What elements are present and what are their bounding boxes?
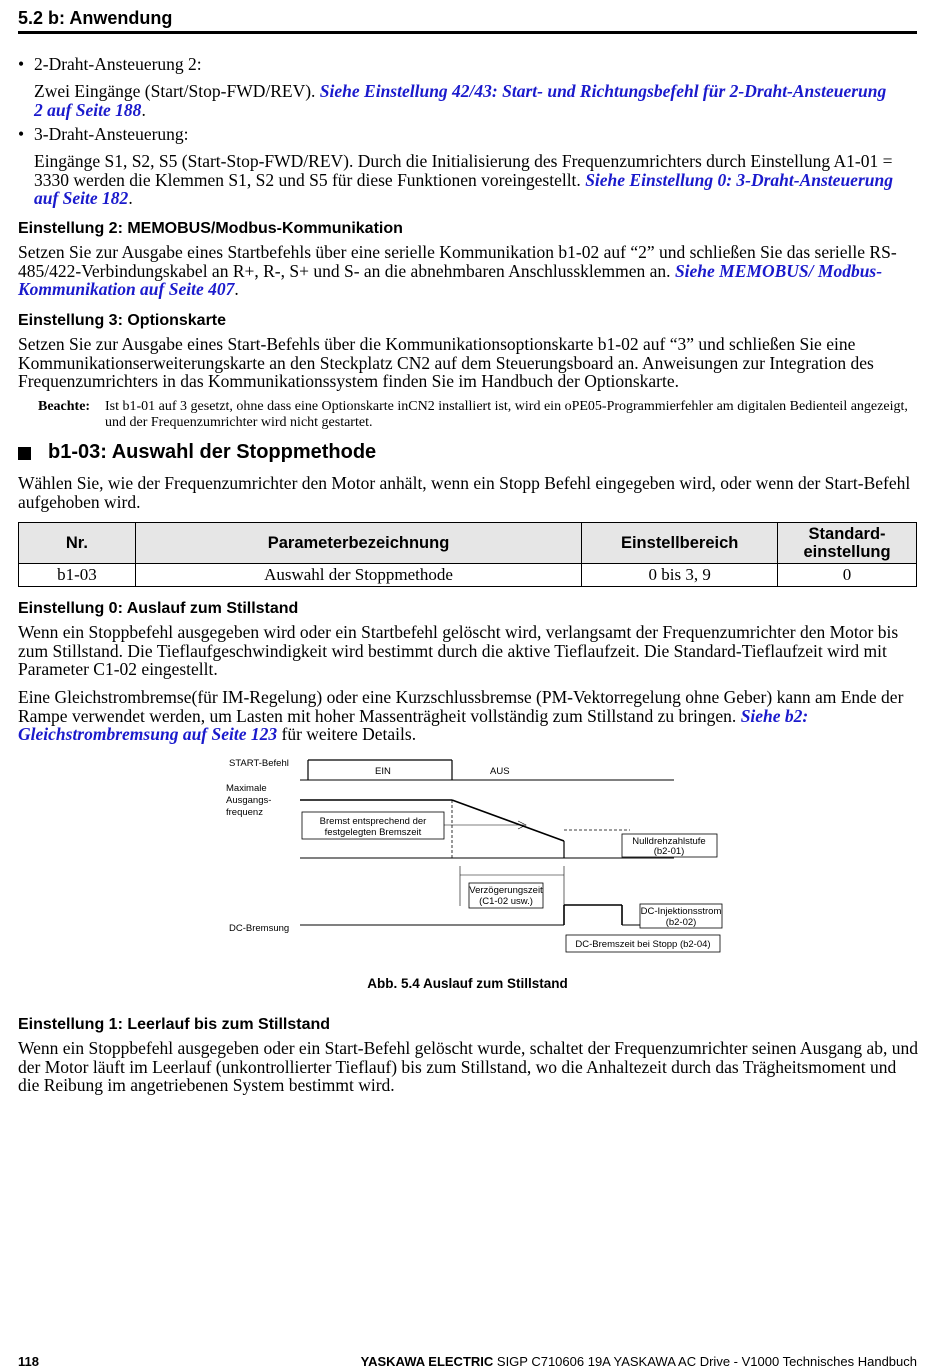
footer-brand: YASKAWA ELECTRIC <box>360 1354 494 1369</box>
table-header-row <box>19 523 917 564</box>
freq-decel-ramp <box>452 800 564 841</box>
zero-speed-line-1: Nulldrehzahlstufe <box>632 836 706 847</box>
footer-doc <box>361 1354 917 1369</box>
cell-nr: b1-03 <box>19 564 136 587</box>
link-b2[interactable]: Siehe b2: Gleichstrombremsung auf Seite 123 <box>18 705 809 744</box>
bullet-label: 3-Draht-Ansteuerung: <box>34 124 189 144</box>
start-label: START-Befehl <box>229 758 289 769</box>
bullet-text: Zwei Eingänge (Start/Stop-FWD/REV). Siehe Einstellung 42/43: Start- und Richtungsbefehl für 2-Draht-Ansteuerung 2 auf Seite 188. <box>34 81 887 120</box>
brake-box-line-2: festgelegten Bremszeit <box>324 827 422 838</box>
setting3-heading: Einstellung 3: Optionskarte <box>18 312 227 329</box>
dc-braking-label: DC-Bremsung <box>229 923 290 934</box>
col-header-name: Parameterbezeichnung <box>135 523 581 564</box>
max-freq-label-3: frequenz <box>226 807 263 818</box>
page-number: 118 <box>18 1354 39 1369</box>
header-rule <box>18 31 917 34</box>
setting2-heading: Einstellung 2: MEMOBUS/Modbus-Kommunikation <box>18 220 403 237</box>
b103-intro: Wählen Sie, wie der Frequenzumrichter den Motor anhält, wenn ein Stopp Befehl eingegeben wird, oder wenn der Start-Befehl aufgehoben wird. <box>18 473 911 512</box>
cell-range: 0 bis 3, 9 <box>582 564 778 587</box>
bullet-text: Eingänge S1, S2, S5 (Start-Stop-FWD/REV). Durch die Initialisierung des Frequenzumrichters durch Einstellung A1-01 = 3330 werden die Klemmen S1, S2 und S5 für diese Funktionen voreingestellt. Siehe Einstellung 0: 3-Draht-Ansteuerung auf Seite 182. <box>34 151 893 208</box>
dc-current-line-2: (b2-02) <box>665 917 697 928</box>
link-2-draht[interactable]: Siehe Einstellung 42/43: Start- und Richtungsbefehl für 2-Draht-Ansteuerung 2 auf Seite 188 <box>34 81 887 120</box>
col-header-nr: Nr. <box>19 523 136 564</box>
dc-time-label: DC-Bremszeit bei Stopp (b2-04) <box>575 939 711 950</box>
setting2-text: Setzen Sie zur Ausgabe eines Startbefehls über eine serielle Kommunikation b1-02 auf “2” und schließen Sie das serielle RS-485/422-Verbindungskabel an R+, R-, S+ und S- an die abnehmbaren Anschlussklemmen an. Siehe MEMOBUS/ Modbus-Kommunikation auf Seite 407. <box>18 242 897 299</box>
link-memobus[interactable]: Siehe MEMOBUS/ Modbus-Kommunikation auf Seite 407 <box>18 260 883 299</box>
footer-doc-title: SIGP C710606 19A YASKAWA AC Drive - V1000 Technisches Handbuch <box>493 1354 917 1369</box>
setting0-p1: Wenn ein Stoppbefehl ausgegeben wird oder ein Startbefehl gelöscht wird, verlangsamt der Frequenzumrichter den Motor bis zum Stillstand. Die Tieflaufgeschwindigkeit wird bestimmt durch die aktive Tieflaufzeit. Die Standard-Tieflaufzeit wird mit Parameter C1-02 eingestellt. <box>18 622 899 679</box>
dc-current-line-1: DC-Injektionsstrom <box>640 906 722 917</box>
setting0-p2: Eine Gleichstrombremse(für IM-Regelung) oder eine Kurzschlussbremse (PM-Vektorregelung ohne Geber) kann am Ende der Rampe verwendet werden, um Lasten mit hoher Massenträgheit vollständig zum Stillstand zu bringen. Siehe b2: Gleichstrombremsung auf Seite 123 für weitere Details. <box>18 687 904 744</box>
max-freq-label-2: Ausgangs- <box>226 795 272 806</box>
bullet-label: 2-Draht-Ansteuerung 2: <box>34 54 202 74</box>
brake-box-line-1: Bremst entsprechend der <box>319 816 427 827</box>
cell-name: Auswahl der Stoppmethode <box>135 564 581 587</box>
decel-line-1: Verzögerungszeit <box>469 885 543 896</box>
link-3-draht[interactable]: Siehe Einstellung 0: 3-Draht-Ansteuerung auf Seite 182 <box>34 169 893 208</box>
bullet-dot: • <box>18 54 25 74</box>
note-text: Ist b1-01 auf 3 gesetzt, ohne dass eine Optionskarte inCN2 installiert ist, wird ein oPE05-Programmierfehler am digitalen Bedienteil angezeigt, und der Frequenzumrichter wird nicht gestartet. <box>105 399 908 430</box>
table-row <box>19 564 917 587</box>
max-freq-label-1: Maximale <box>226 783 267 794</box>
on-label: EIN <box>375 766 391 777</box>
setting3-text: Setzen Sie zur Ausgabe eines Start-Befehls über die Kommunikationsoptionskarte b1-02 auf “3” und schließen Sie eine Kommunikationserweiterungskarte an den Steckplatz CN2 auf dem Steuerungsboard an. Anweisungen zur Integration des Frequenzumrichters in das Kommunikationssystem finden Sie im Handbuch der Optionskarte. <box>18 334 874 391</box>
note-label: Beachte: <box>38 399 91 414</box>
decel-line-2: (C1-02 usw.) <box>479 896 533 907</box>
square-bullet-icon <box>18 447 31 460</box>
setting1-text: Wenn ein Stoppbefehl ausgegeben oder ein Start-Befehl gelöscht wurde, schaltet der Frequenzumrichter seinen Ausgang ab, und der Motor läuft im Leerlauf (unkontrollierter Tieflauf) bis zum Stillstand, wo die Anhaltezeit durch das Trägheitsmoment und die Reibung im angetriebenen System bestimmt wird. <box>18 1038 919 1095</box>
b103-heading: b1-03: Auswahl der Stoppmethode <box>48 441 377 463</box>
parameter-table <box>18 522 917 587</box>
zero-speed-line-2: (b2-01) <box>653 846 685 857</box>
setting0-heading: Einstellung 0: Auslauf zum Stillstand <box>18 600 299 617</box>
off-label: AUS <box>490 766 510 777</box>
section-title: 5.2 b: Anwendung <box>18 8 173 28</box>
setting1-heading: Einstellung 1: Leerlauf bis zum Stillstand <box>18 1016 331 1033</box>
col-header-default: Standard- einstellung <box>778 523 917 564</box>
col-header-range: Einstellbereich <box>582 523 778 564</box>
coast-to-stop-figure <box>0 750 950 970</box>
bullet-dot: • <box>18 124 25 144</box>
figure-caption-text: Abb. 5.4 Auslauf zum Stillstand <box>367 976 568 991</box>
cell-default: 0 <box>778 564 917 587</box>
